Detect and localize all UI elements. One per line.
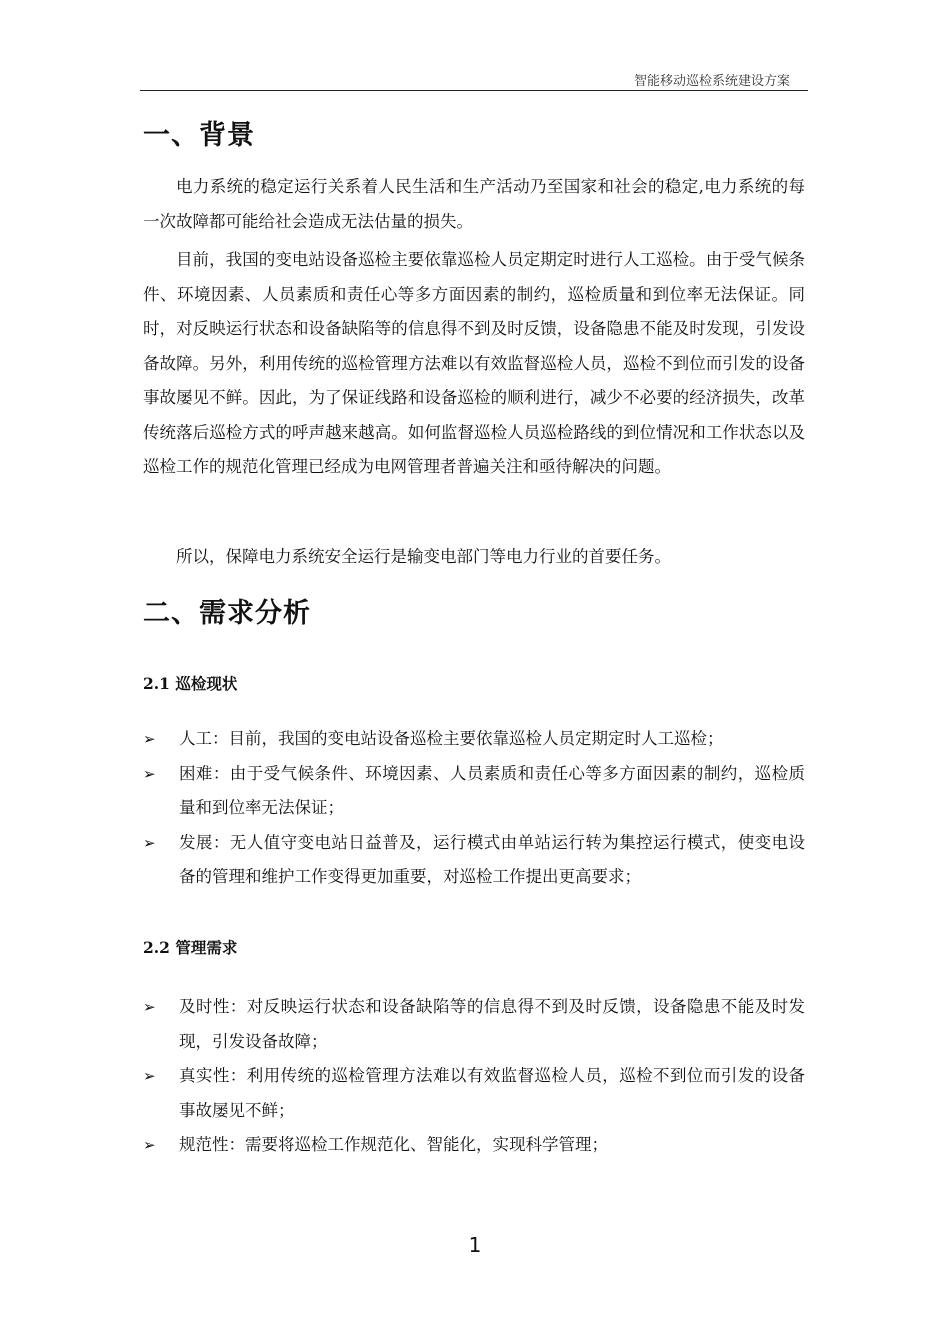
section-2-title: 二、需求分析 — [143, 598, 311, 629]
list-item-text: 规范性：需要将巡检工作规范化、智能化，实现科学管理； — [179, 1135, 608, 1154]
arrow-bullet-icon: ➢ — [143, 998, 156, 1016]
section-1-paragraph: 电力系统的稳定运行关系着人民生活和生产活动乃至国家和社会的稳定,电力系统的每一次故障都可能给社会造成无法估量的损失。 — [143, 177, 805, 231]
list-item-text: 及时性：对反映运行状态和设备缺陷等的信息得不到及时反馈，设备隐患不能及时发现，引发设备故障； — [179, 997, 805, 1051]
list-item-text: 人工：目前，我国的变电站设备巡检主要依靠巡检人员定期定时人工巡检； — [179, 729, 724, 748]
arrow-bullet-icon: ➢ — [143, 764, 156, 783]
list-item — [143, 757, 805, 826]
requirements-bullet-list — [143, 990, 805, 1163]
list-item — [143, 1128, 805, 1163]
list-item-text: 真实性：利用传统的巡检管理方法难以有效监督巡检人员，巡检不到位而引发的设备事故屡见不鲜； — [179, 1066, 805, 1120]
section-1-title: 一、背景 — [143, 120, 255, 151]
list-item-text: 发展：无人值守变电站日益普及，运行模式由单站运行转为集控运行模式，使变电设备的管理和维护工作变得更加重要，对巡检工作提出更高要求； — [179, 832, 805, 886]
arrow-bullet-icon: ➢ — [143, 730, 156, 748]
arrow-bullet-icon: ➢ — [143, 833, 156, 852]
status-bullet-list — [143, 722, 805, 895]
list-item — [143, 722, 805, 757]
list-item — [143, 1059, 805, 1128]
subsection-2-1-title: 2.1 巡检现状 — [143, 674, 238, 693]
running-header — [140, 70, 808, 91]
page-number: 1 — [468, 1233, 482, 1257]
arrow-bullet-icon: ➢ — [143, 1067, 156, 1085]
list-item-text: 困难：由于受气候条件、环境因素、人员素质和责任心等多方面因素的制约，巡检质量和到位率无法保证； — [179, 763, 805, 817]
running-header-title: 智能移动巡检系统建设方案 — [633, 74, 790, 89]
section-1-paragraph: 目前，我国的变电站设备巡检主要依靠巡检人员定期定时进行人工巡检。由于受气候条件、环境因素、人员素质和责任心等多方面因素的制约，巡检质量和到位率无法保证。同时，对反映运行状态和设备缺陷等的信息得不到及时反馈，设备隐患不能及时发现，引发设备故障。另外，利用传统的巡检管理方法难以有效监督巡检人员，巡检不到位而引发的设备事故屡见不鲜。因此，为了保证线路和设备巡检的顺利进行，减少不必要的经济损失，改革传统落后巡检方式的呼声越来越高。如何监督巡检人员巡检路线的到位情况和工作状态以及巡检工作的规范化管理已经成为电网管理者普遍关注和亟待解决的问题。 — [143, 250, 805, 476]
subsection-2-2-title: 2.2 管理需求 — [143, 938, 238, 957]
section-1-paragraph: 所以，保障电力系统安全运行是输变电部门等电力行业的首要任务。 — [176, 547, 671, 566]
list-item — [143, 990, 805, 1059]
arrow-bullet-icon: ➢ — [143, 1136, 156, 1154]
list-item — [143, 826, 805, 895]
